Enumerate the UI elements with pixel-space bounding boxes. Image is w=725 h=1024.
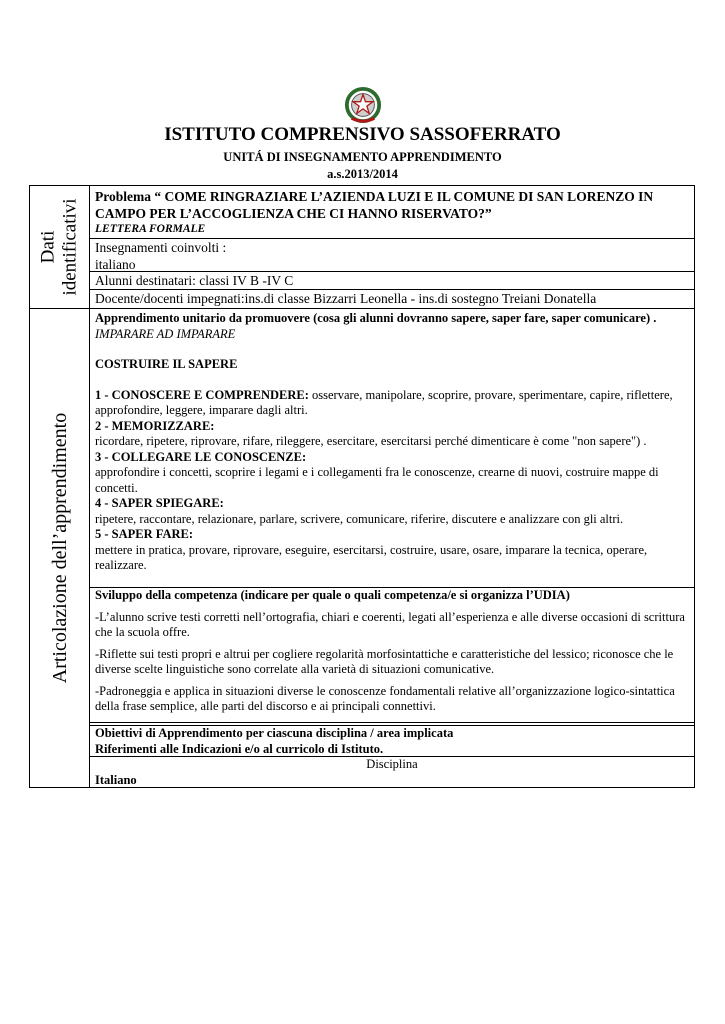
list-item-text: approfondire i concetti, scoprire i legami e i collegamenti fra le conoscenze, crearne di nuovi, costruire mappe di concetti. [95,465,659,495]
list-item-title: 3 - COLLEGARE LE CONOSCENZE: [95,449,307,464]
list-item-text: ricordare, ripetere, riprovare, rifare, rileggere, esercitare, esercitarsi perché dimenticare è come "non sapere") . [95,434,647,448]
discipline-value: Italiano [95,772,137,787]
learning-section [29,308,695,788]
list-item-text: ripetere, raccontare, relazionare, parlare, scrivere, comunicare, riferire, discutere e analizzare con gli altri. [95,511,624,526]
italian-republic-emblem-icon [344,86,382,124]
build-heading: COSTRUIRE IL SAPERE [95,357,238,371]
list-item-text: mettere in pratica, provare, riprovare, eseguire, esercitarsi, costruire, usare, osare, imparare la tecnica, operare, realizzare. [95,542,648,572]
competence-item: -L’alunno scrive testi corretti nell’ortografia, chiari e coerenti, legati all’esperienza e alle diverse occasioni di scrittura che la scuola offre. [95,609,685,639]
school-title: ISTITUTO COMPRENSIVO SASSOFERRATO [164,124,561,145]
learning-heading: Apprendimento unitario da promuovere (cosa gli alunni dovranno sapere, saper fare, saper comunicare) . [95,311,657,325]
objectives-reference: Riferimenti alle Indicazioni e/o al curricolo di Istituto. [95,741,384,756]
competence-heading: Sviluppo della competenza (indicare per quale o quali competenza/e si organizza l’UDIA) [95,588,570,602]
section-label-identification: Dati identificativi [38,198,82,296]
teachings-value: italiano [95,257,136,272]
problem-statement: Problema “ COME RINGRAZIARE L’AZIENDA LUZI E IL COMUNE DI SAN LORENZO IN CAMPO PER L’ACCOGLIENZA CHE CI HANNO RISERVATO?” [95,189,654,221]
discipline-label: Disciplina [366,757,418,771]
unit-subtitle: UNITÁ DI INSEGNAMENTO APPRENDIMENTO [223,150,502,164]
problem-subtitle: LETTERA FORMALE [95,223,206,235]
section-label-learning: Articolazione dell’apprendimento [49,412,72,684]
competence-item: -Riflette sui testi propri e altrui per cogliere regolarità morfosintattiche e caratteristiche del lessico; riconosce che le diverse scelte linguistiche sono correlate alla varietà di situazioni comunicative. [95,646,674,676]
teachers-info: Docente/docenti impegnati:ins.di classe Bizzarri Leonella - ins.di sostegno Treiani Donatella [95,291,597,306]
list-item: 1 - CONOSCERE E COMPRENDERE: osservare, manipolare, scoprire, provare, sperimentare, capire, riflettere, approfondire, leggere, imparare dagli altri. [95,387,673,417]
list-item-title: 5 - SAPER FARE: [95,527,194,541]
list-item-title: 4 - SAPER SPIEGARE: [95,496,224,510]
identification-section [29,185,695,309]
teachings-label: Insegnamenti coinvolti : [95,240,227,255]
students-info: Alunni destinatari: classi IV B -IV C [95,273,294,288]
list-item-title: 2 - MEMORIZZARE: [95,418,215,433]
school-year: a.s.2013/2014 [327,167,398,181]
learning-subheading: IMPARARE AD IMPARARE [95,326,236,341]
objectives-heading: Obiettivi di Apprendimento per ciascuna disciplina / area implicata [95,726,454,740]
competence-item: -Padroneggia e applica in situazioni diverse le conoscenze fondamentali relative all’organizzazione logico-sintattica della frase semplice, alle parti del discorso e ai principali connettivi. [95,683,675,713]
